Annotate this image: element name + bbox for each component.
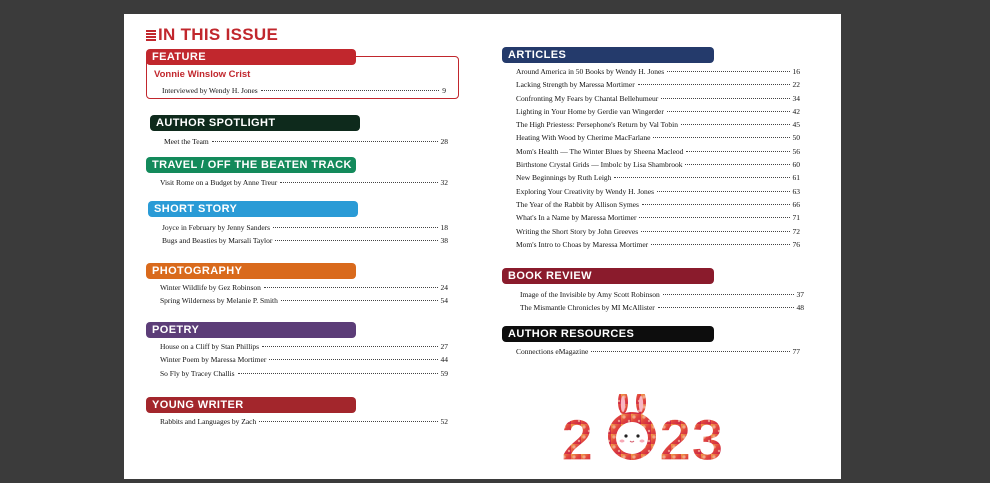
leader-dots (238, 373, 438, 374)
entry-page: 61 (792, 173, 800, 183)
leader-dots (657, 191, 789, 192)
section-book-review (502, 268, 804, 315)
entry-title: Mom's Health — The Winter Blues by Sheena Macleod (516, 146, 684, 156)
entry-page: 44 (440, 355, 448, 365)
entry-title: Lighting in Your Home by Gerdie van Wingerder (516, 106, 664, 116)
section-photography (146, 263, 448, 308)
entry-title: Spring Wilderness by Melanie P. Smith (160, 296, 278, 306)
toc-entry[interactable] (516, 92, 800, 105)
rabbit-icon (608, 394, 656, 460)
toc-page (124, 14, 841, 479)
toc-entry[interactable] (160, 294, 448, 307)
toc-entry[interactable] (516, 158, 800, 171)
entry-title: Writing the Short Story by John Greeves (516, 226, 639, 236)
section-articles (502, 47, 800, 251)
leader-dots (658, 307, 794, 308)
entry-title: New Beginnings by Ruth Leigh (516, 173, 612, 183)
toc-entry[interactable] (516, 145, 800, 158)
toc-entry[interactable] (516, 198, 800, 211)
toc-entry[interactable] (162, 84, 446, 97)
year-2023-logo (561, 394, 757, 464)
entry-page: 27 (440, 342, 448, 351)
entry-page: 22 (792, 80, 800, 90)
toc-entry[interactable] (516, 78, 800, 91)
entry-title: Winter Poem by Maressa Mortimer (160, 355, 267, 365)
section-young-writer (146, 397, 448, 428)
section-feature (146, 49, 356, 65)
section-header-articles: ARTICLES (502, 47, 714, 63)
toc-entry[interactable] (162, 221, 448, 234)
toc-entry[interactable] (516, 131, 800, 144)
leader-dots (262, 346, 437, 347)
leader-dots (663, 294, 794, 295)
entry-page: 76 (792, 239, 800, 249)
entry-page: 52 (440, 417, 448, 426)
entry-page: 66 (792, 199, 800, 209)
section-header-travel: TRAVEL / OFF THE BEATEN TRACK (146, 157, 356, 173)
toc-entry[interactable] (516, 185, 800, 198)
entry-title: Rabbits and Languages by Zach (160, 417, 257, 426)
toc-entry[interactable] (516, 238, 800, 251)
toc-entry[interactable] (520, 301, 804, 314)
leader-dots (642, 204, 790, 205)
leader-dots (275, 240, 437, 241)
entry-title: Meet the Team (164, 137, 209, 146)
toc-entry[interactable] (516, 225, 800, 238)
toc-entry[interactable] (516, 105, 800, 118)
entry-page: 32 (440, 178, 448, 187)
title-stripe-mark (146, 29, 156, 41)
section-header-young-writer: YOUNG WRITER (146, 397, 356, 413)
entry-page: 63 (792, 186, 800, 196)
leader-dots (281, 300, 438, 301)
entry-page: 34 (792, 93, 800, 103)
page-title: IN THIS ISSUE (146, 25, 278, 45)
toc-entry[interactable] (160, 367, 448, 380)
entry-page: 50 (792, 133, 800, 143)
leader-dots (259, 421, 437, 422)
entry-title: Exploring Your Creativity by Wendy H. Jones (516, 186, 655, 196)
leader-dots (641, 231, 789, 232)
entry-title: Winter Wildlife by Gez Robinson (160, 283, 261, 292)
leader-dots (653, 137, 789, 138)
entry-page: 48 (796, 303, 804, 313)
entry-page: 71 (792, 213, 800, 223)
section-header-feature: FEATURE (146, 49, 356, 65)
entry-page: 56 (792, 146, 800, 156)
entry-title: So Fly by Tracey Challis (160, 368, 235, 378)
entry-title: The Year of the Rabbit by Allison Symes (516, 199, 639, 209)
entry-page: 16 (792, 67, 800, 76)
entry-page: 77 (792, 347, 800, 356)
logo-digits-23: 23 (659, 408, 724, 464)
section-header-book-review: BOOK REVIEW (502, 268, 714, 284)
leader-dots (212, 141, 438, 142)
leader-dots (638, 84, 790, 85)
entry-title: House on a Cliff by Stan Phillips (160, 342, 260, 351)
section-header-author-resources: AUTHOR RESOURCES (502, 326, 714, 342)
toc-entry[interactable] (520, 288, 804, 301)
section-header-author-spotlight: AUTHOR SPOTLIGHT (150, 115, 360, 131)
entry-page: 42 (792, 106, 800, 116)
toc-entry[interactable] (516, 65, 800, 78)
toc-entry[interactable] (160, 340, 448, 353)
toc-entry[interactable] (516, 345, 800, 358)
entry-title: Joyce in February by Jenny Sanders (162, 223, 271, 232)
section-travel (146, 157, 448, 189)
feature-name: Vonnie Winslow Crist (154, 69, 251, 80)
entry-page: 54 (440, 296, 448, 306)
leader-dots (261, 90, 440, 91)
leader-dots (269, 359, 437, 360)
toc-entry[interactable] (516, 118, 800, 131)
leader-dots (264, 287, 438, 288)
entry-page: 60 (792, 160, 800, 170)
section-author-spotlight (150, 115, 448, 148)
entry-title: What's In a Name by Maressa Mortimer (516, 213, 637, 223)
toc-entry[interactable] (160, 415, 448, 428)
entry-title: Interviewed by Wendy H. Jones (162, 86, 258, 95)
section-short-story (148, 201, 448, 248)
leader-dots (614, 177, 789, 178)
toc-entry[interactable] (160, 176, 448, 189)
entry-title: Lacking Strength by Maressa Mortimer (516, 80, 635, 90)
entry-title: Image of the Invisible by Amy Scott Robinson (520, 290, 660, 299)
leader-dots (639, 217, 789, 218)
entry-title: Around America in 50 Books by Wendy H. Jones (516, 67, 665, 76)
section-header-photography: PHOTOGRAPHY (146, 263, 356, 279)
leader-dots (681, 124, 790, 125)
leader-dots (685, 164, 789, 165)
entry-title: The High Priestess: Persephone's Return by Val Tobin (516, 120, 678, 130)
entry-page: 28 (440, 137, 448, 146)
entry-page: 37 (796, 290, 804, 299)
leader-dots (273, 227, 437, 228)
entry-page: 9 (442, 86, 446, 95)
leader-dots (591, 351, 789, 352)
entry-page: 18 (440, 223, 448, 232)
section-header-poetry: POETRY (146, 322, 356, 338)
leader-dots (667, 111, 790, 112)
section-header-short-story: SHORT STORY (148, 201, 358, 217)
leader-dots (686, 151, 789, 152)
entry-page: 45 (792, 120, 800, 130)
toc-entry[interactable] (160, 353, 448, 366)
entry-page: 72 (792, 226, 800, 236)
entry-title: Visit Rome on a Budget by Anne Treur (160, 178, 278, 187)
entry-title: Confronting My Fears by Chantal Bellehumeur (516, 93, 659, 103)
leader-dots (667, 71, 789, 72)
leader-dots (661, 98, 789, 99)
leader-dots (651, 244, 789, 245)
entry-title: The Mismantle Chronicles by MI McAllister (520, 303, 655, 313)
toc-entry[interactable] (162, 234, 448, 247)
entry-page: 24 (440, 283, 448, 292)
toc-entry[interactable] (164, 135, 448, 148)
entry-title: Connections eMagazine (516, 347, 589, 356)
section-author-resources (502, 326, 800, 358)
logo-digits: 2 (561, 408, 594, 464)
feature-entries (146, 84, 446, 97)
leader-dots (280, 182, 437, 183)
entry-title: Birthstone Crystal Grids — Imbolc by Lisa Shambrook (516, 160, 683, 170)
toc-entry[interactable] (160, 281, 448, 294)
entry-title: Bugs and Beasties by Marsali Taylor (162, 236, 273, 246)
section-poetry (146, 322, 448, 380)
entry-page: 38 (440, 236, 448, 246)
entry-title: Mom's Intro to Choas by Maressa Mortimer (516, 239, 649, 249)
toc-entry[interactable] (516, 211, 800, 224)
toc-entry[interactable] (516, 171, 800, 184)
entry-page: 59 (440, 368, 448, 378)
entry-title: Heating With Wood by Cherime MacFarlane (516, 133, 651, 143)
